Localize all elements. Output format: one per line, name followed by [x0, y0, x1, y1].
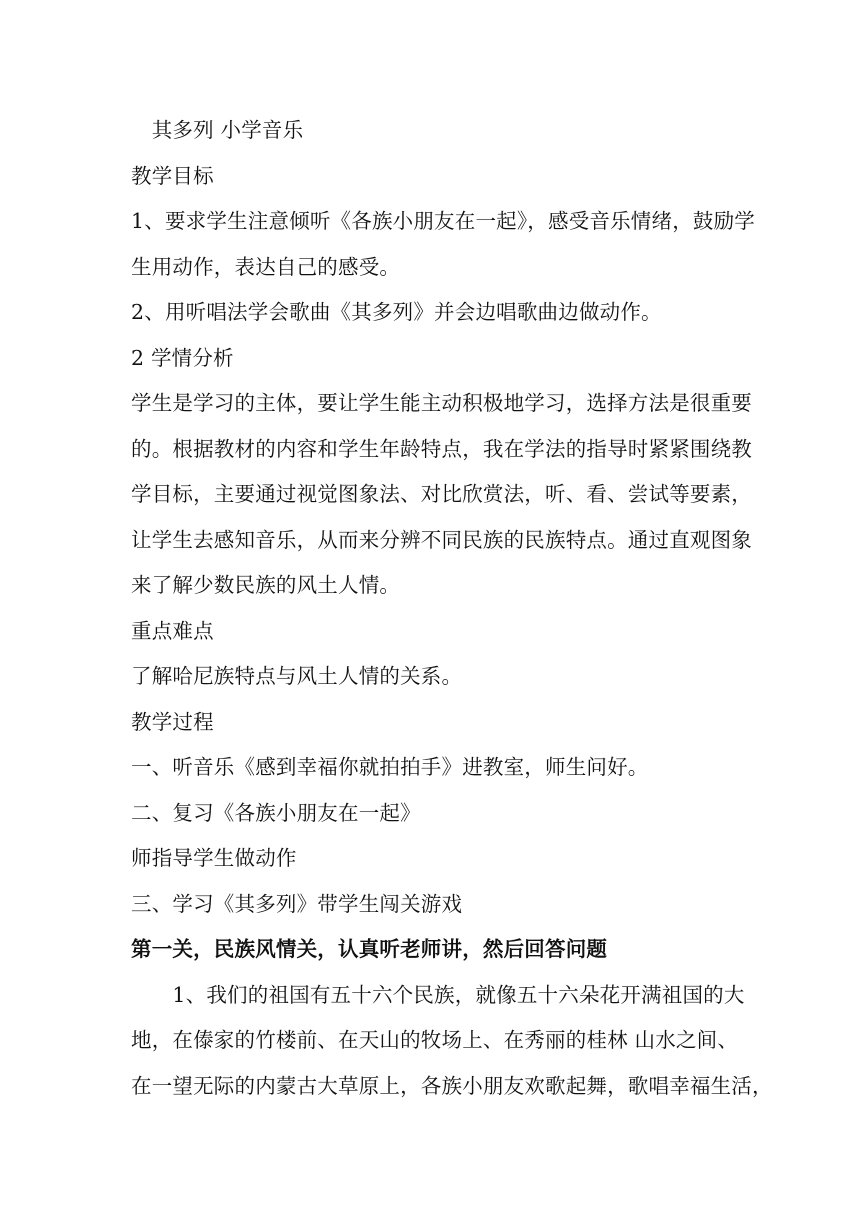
- text-line: 了解哈尼族特点与风土人情的关系。: [131, 664, 463, 688]
- text-line: 一、听音乐《感到幸福你就拍拍手》进教室，师生问好。: [131, 755, 649, 779]
- text-line: 1、我们的祖国有五十六个民族，就像五十六朵花开满祖国的大: [131, 982, 745, 1007]
- text-line: 生用动作，表达自己的感受。: [131, 254, 401, 279]
- text-line: 重点难点: [131, 618, 214, 643]
- document-body: [131, 108, 773, 1109]
- text-line: 其多列 小学音乐: [131, 118, 304, 142]
- text-line: 2、用听唱法学会歌曲《其多列》并会边唱歌曲边做动作。: [131, 300, 662, 324]
- section-heading-line: 第一关，民族风情关，认真听老师讲，然后回答问题: [131, 937, 608, 961]
- text-line: 让学生去感知音乐，从而来分辨不同民族的民族特点。通过直观图象: [131, 527, 752, 552]
- text-line: 教学目标: [131, 163, 214, 188]
- text-line: 学生是学习的主体，要让学生能主动积极地学习，选择方法是很重要: [131, 391, 752, 415]
- text-line: 来了解少数民族的风土人情。: [131, 573, 401, 597]
- text-line: 2 学情分析: [131, 345, 234, 370]
- text-line: 三、学习《其多列》带学生闯关游戏: [131, 891, 463, 916]
- text-line: 二、复习《各族小朋友在一起》: [131, 800, 421, 825]
- text-line: 地，在傣家的竹楼前、在天山的牧场上、在秀丽的桂林 山水之间、: [131, 1028, 739, 1052]
- text-line: 师指导学生做动作: [131, 846, 297, 870]
- text-line: 1、要求学生注意倾听《各族小朋友在一起》，感受音乐情绪，鼓励学: [131, 209, 755, 233]
- text-line: 在一望无际的内蒙古大草原上，各族小朋友欢歌起舞，歌唱幸福生活，: [131, 1073, 773, 1098]
- text-line: 的。根据教材的内容和学生年龄特点，我在学法的指导时紧紧围绕教: [131, 436, 752, 461]
- text-line: 教学过程: [131, 709, 214, 734]
- text-line: 学目标，主要通过视觉图象法、对比欣赏法，听、看、尝试等要素，: [131, 482, 752, 506]
